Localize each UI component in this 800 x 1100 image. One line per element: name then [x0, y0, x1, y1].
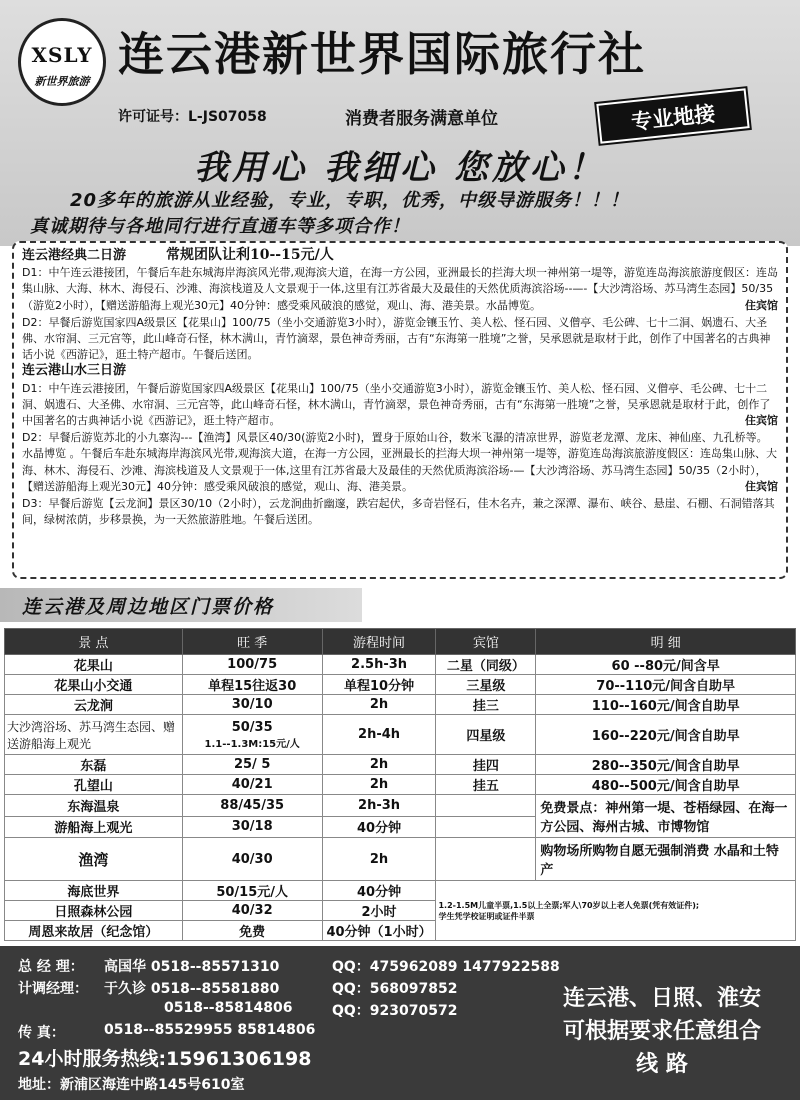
- spot-cell: 大沙湾浴场、苏马湾生态园、赠送游船海上观光: [5, 715, 183, 755]
- route-promo: [538, 982, 786, 1081]
- spot-cell: 东磊: [5, 755, 183, 775]
- table-row: [5, 715, 796, 755]
- spot-cell: 孔望山: [5, 775, 183, 795]
- spot-cell: 云龙涧: [5, 695, 183, 715]
- hotline: 24小时服务热线:15961306198: [18, 1048, 312, 1070]
- price-cell: [182, 715, 322, 755]
- tour2-day1-hotel: 住宾馆: [745, 414, 778, 428]
- time-cell: 2h: [322, 838, 436, 881]
- route-promo-line-2: 可根据要求任意组合: [562, 1019, 761, 1044]
- company-title: 连云港新世界国际旅行社: [118, 27, 646, 81]
- hotel-type-cell: 二星（同级）: [436, 655, 536, 675]
- table-row: [5, 675, 796, 695]
- time-cell: 40分钟: [322, 881, 436, 901]
- ticket-price-table: [4, 628, 796, 941]
- tour1-day1-text: D1：中午连云港接团，午餐后车赴东城海岸海滨风光带,观海滨大道，在海一方公园，亚洲最长的拦海大坝一神州第一堤等，游览连岛海滨旅游度假区：连岛集山脉、大海、林木、海侵石、沙滩、海滨栈道及人文景观于一体,这里有江苏省最大及最佳的天然优质海滨浴场--—-【大沙湾浴场、苏马湾生态园】50/35（游览2小时），【赠送游船海上观光30元】40分钟：感受乘风破浪的感觉，观山、海、港美景。水晶博览。: [22, 266, 778, 312]
- table-row: [5, 775, 796, 795]
- company-logo: [18, 18, 106, 106]
- spot-cell: 周恩来故居（纪念馆）: [5, 921, 183, 941]
- free-spots-note: 免费景点：神州第一堤、苍梧绿园、在海一方公园、海州古城、市博物馆: [536, 795, 796, 838]
- spot-cell: 东海温泉: [5, 795, 183, 817]
- price-cell: 30/10: [182, 695, 322, 715]
- time-cell: 2.5h-3h: [322, 655, 436, 675]
- hotel-detail-cell: 480--500元/间含自助早: [536, 775, 796, 795]
- time-cell: 2h: [322, 755, 436, 775]
- hotel-type-cell: 挂三: [436, 695, 536, 715]
- hotel-detail-cell: 70--110元/间含自助早: [536, 675, 796, 695]
- header: [0, 0, 800, 246]
- tour2-day1: [22, 381, 778, 430]
- header-hotel: 宾馆: [436, 629, 536, 655]
- shopping-note: 购物场所购物自愿无强制消费 水晶和土特产: [536, 838, 796, 881]
- section-title: 连云港及周边地区门票价格: [22, 596, 275, 618]
- logo-letters: XSLY: [31, 43, 93, 67]
- license-number: 许可证号：L-JS07058: [118, 109, 267, 125]
- hotel-type-cell: 挂五: [436, 775, 536, 795]
- tour-itinerary-box: [12, 241, 788, 579]
- fax-label: 传 真：: [18, 1025, 65, 1041]
- fax-number: 0518--85529955 85814806: [104, 1022, 316, 1038]
- header-price: 旺 季: [182, 629, 322, 655]
- ticket-policy-note: [436, 881, 796, 941]
- table-row: [5, 655, 796, 675]
- contact-footer: [0, 946, 800, 1100]
- gm-contact: 高国华 0518--85571310: [104, 959, 280, 975]
- time-cell: 40分钟（1小时）: [322, 921, 436, 941]
- section-banner: [0, 588, 362, 622]
- hotel-detail-cell: 60 --80元/间含早: [536, 655, 796, 675]
- tour2-day1-text: D1：中午连云港接团，午餐后游览国家四A级景区【花果山】100/75（坐小交通游览3小时），游览金镶玉竹、美人松、怪石园、义僧亭、毛公碑、七十二洞、娲遗石、大圣佛、水帘洞、三元宫等，此山峰奇石怪，林木满山，青竹滴翠，景色神奇秀丽，古有“东海第一胜境”之誉，吴承恩就是取材于此，创作了中国著名的古典神话小说《西游记》，逛土特产超市。: [22, 381, 771, 428]
- spot-cell: 花果山: [5, 655, 183, 675]
- price-cell: 40/21: [182, 775, 322, 795]
- time-cell: 2h: [322, 695, 436, 715]
- price-cell: 免费: [182, 921, 322, 941]
- table-row: [5, 795, 796, 817]
- route-promo-line-1: 连云港、日照、淮安: [562, 986, 761, 1011]
- satisfaction-label: 消费者服务满意单位: [345, 109, 498, 129]
- hotel-type-cell: 三星级: [436, 675, 536, 695]
- student-ticket-note: 学生凭学校证明或证件半票: [438, 911, 535, 921]
- header-detail: 明 细: [536, 629, 796, 655]
- hotel-detail-cell: 110--160元/间含自助早: [536, 695, 796, 715]
- price-cell: 100/75: [182, 655, 322, 675]
- tour1-heading: [22, 247, 778, 264]
- time-cell: 40分钟: [322, 816, 436, 838]
- route-promo-line-3: 线 路: [636, 1052, 688, 1077]
- planner-contact-2: 0518--85814806: [164, 1000, 293, 1016]
- hotel-type-cell: [436, 816, 536, 838]
- spot-cell: 花果山小交通: [5, 675, 183, 695]
- price-note: 1.1--1.3M:15元/人: [204, 738, 300, 750]
- tour2-title: 连云港山水三日游: [22, 363, 127, 379]
- gm-label: 总 经 理：: [18, 959, 84, 975]
- tour1-day1-hotel: 住宾馆: [745, 298, 778, 312]
- tour1-title: 连云港经典二日游: [22, 248, 127, 263]
- planner-contact: 于久诊 0518--85581880: [104, 981, 280, 997]
- cooperation-line: 真诚期待与各地同行进行直通车等多项合作！: [30, 216, 410, 237]
- price-cell: 30/18: [182, 816, 322, 838]
- table-row: [5, 838, 796, 881]
- tour2-day2: [22, 430, 778, 495]
- qq-3: QQ：923070572: [332, 1003, 458, 1019]
- table-header-row: [5, 629, 796, 655]
- hotel-detail-cell: 280--350元/间含自助早: [536, 755, 796, 775]
- price-cell: 88/45/35: [182, 795, 322, 817]
- price-cell: 单程15往返30: [182, 675, 322, 695]
- spot-cell: 日照森林公园: [5, 901, 183, 921]
- hotel-type-cell: 挂四: [436, 755, 536, 775]
- tour1-day2: D2：早餐后游览国家四A级景区【花果山】100/75（坐小交通游览3小时），游览金镶玉竹、美人松、怪石园、义僧亭、毛公碑、七十二洞、娲遗石、大圣佛、水帘洞、三元宫等，此山峰奇石怪，林木满山，青竹滴翠，景色神奇秀丽，古有“东海第一胜境”之誉，吴承恩就是取材于此，创作了中国著名的古典神话小说《西游记》，逛土特产超市。午餐后送团。: [22, 315, 771, 362]
- price-cell: 25/ 5: [182, 755, 322, 775]
- header-spot: 景 点: [5, 629, 183, 655]
- time-cell: 2h-4h: [322, 715, 436, 755]
- table-row: [5, 755, 796, 775]
- logo-caption: 新世界旅游: [34, 75, 90, 88]
- address: 地址：新浦区海连中路145号610室: [18, 1077, 245, 1093]
- price-value: 50/35: [231, 719, 273, 735]
- time-cell: 单程10分钟: [322, 675, 436, 695]
- qq-2: QQ：568097852: [332, 981, 458, 997]
- hotel-type-cell: [436, 795, 536, 817]
- spot-cell: 渔湾: [5, 838, 183, 881]
- header-time: 游程时间: [322, 629, 436, 655]
- hotel-detail-cell: 160--220元/间含自助早: [536, 715, 796, 755]
- time-cell: 2小时: [322, 901, 436, 921]
- tour2-day2-text: D2：早餐后游览苏北的小九寨沟---【渔湾】风景区40/30(游览2小时)，置身于原始山谷，数米飞瀑的清凉世界，游览老龙潭、龙床、神仙座、九孔桥等。水晶博览 。午餐后车赴东城海岸海滨风光带,观海滨大道，在海一方公园，亚洲最长的拦海大坝一神州第一堤等，游览连岛海滨旅游度假区：连岛集山脉、大海、林木、海侵石、沙滩、海滨栈道及人文景观于一体,这里有江苏省最大及最佳的天然优质海滨浴场-—【大沙湾浴场、苏马湾生态园】50/35（2小时），【赠送游船海上观光30元】40分钟：感受乘风破浪的感觉，观山、海、港美景。: [22, 431, 777, 493]
- price-cell: 40/30: [182, 838, 322, 881]
- tour1-day1: [22, 265, 778, 314]
- spot-cell: 海底世界: [5, 881, 183, 901]
- table-row: [5, 881, 796, 901]
- specialty-badge: 专业地接: [596, 88, 749, 143]
- qq-1: QQ：475962089 1477922588: [332, 959, 560, 975]
- child-ticket-note: 1.2-1.5M儿童半票,1.5以上全票;军人\70岁以上老人免票(凭有效证件);: [438, 900, 700, 910]
- planner-label: 计调经理：: [18, 981, 88, 997]
- time-cell: 2h-3h: [322, 795, 436, 817]
- tour1-price: 常规团队让利10--15元/人: [166, 247, 334, 263]
- hotel-type-cell: [436, 838, 536, 881]
- hotel-type-cell: 四星级: [436, 715, 536, 755]
- experience-line: 20多年的旅游从业经验，专业，专职，优秀，中级导游服务！！！: [70, 190, 630, 211]
- time-cell: 2h: [322, 775, 436, 795]
- slogan: 我用心 我细心 您放心！: [194, 148, 606, 188]
- tour2-day2-hotel: 住宾馆: [745, 479, 778, 493]
- table-row: [5, 695, 796, 715]
- tour2-day3: D3：早餐后游览【云龙涧】景区30/10（2小时），云龙涧曲折幽邃，跌宕起伏，多奇岩怪石，佳木名卉，兼之深潭、瀑布、峡谷、悬崖、石棚、石洞错落其间，绿树浓荫，步移景换，为一天然旅游胜地。午餐后送团。: [22, 497, 775, 527]
- price-cell: 40/32: [182, 901, 322, 921]
- spot-cell: 游船海上观光: [5, 816, 183, 838]
- price-cell: 50/15元/人: [182, 881, 322, 901]
